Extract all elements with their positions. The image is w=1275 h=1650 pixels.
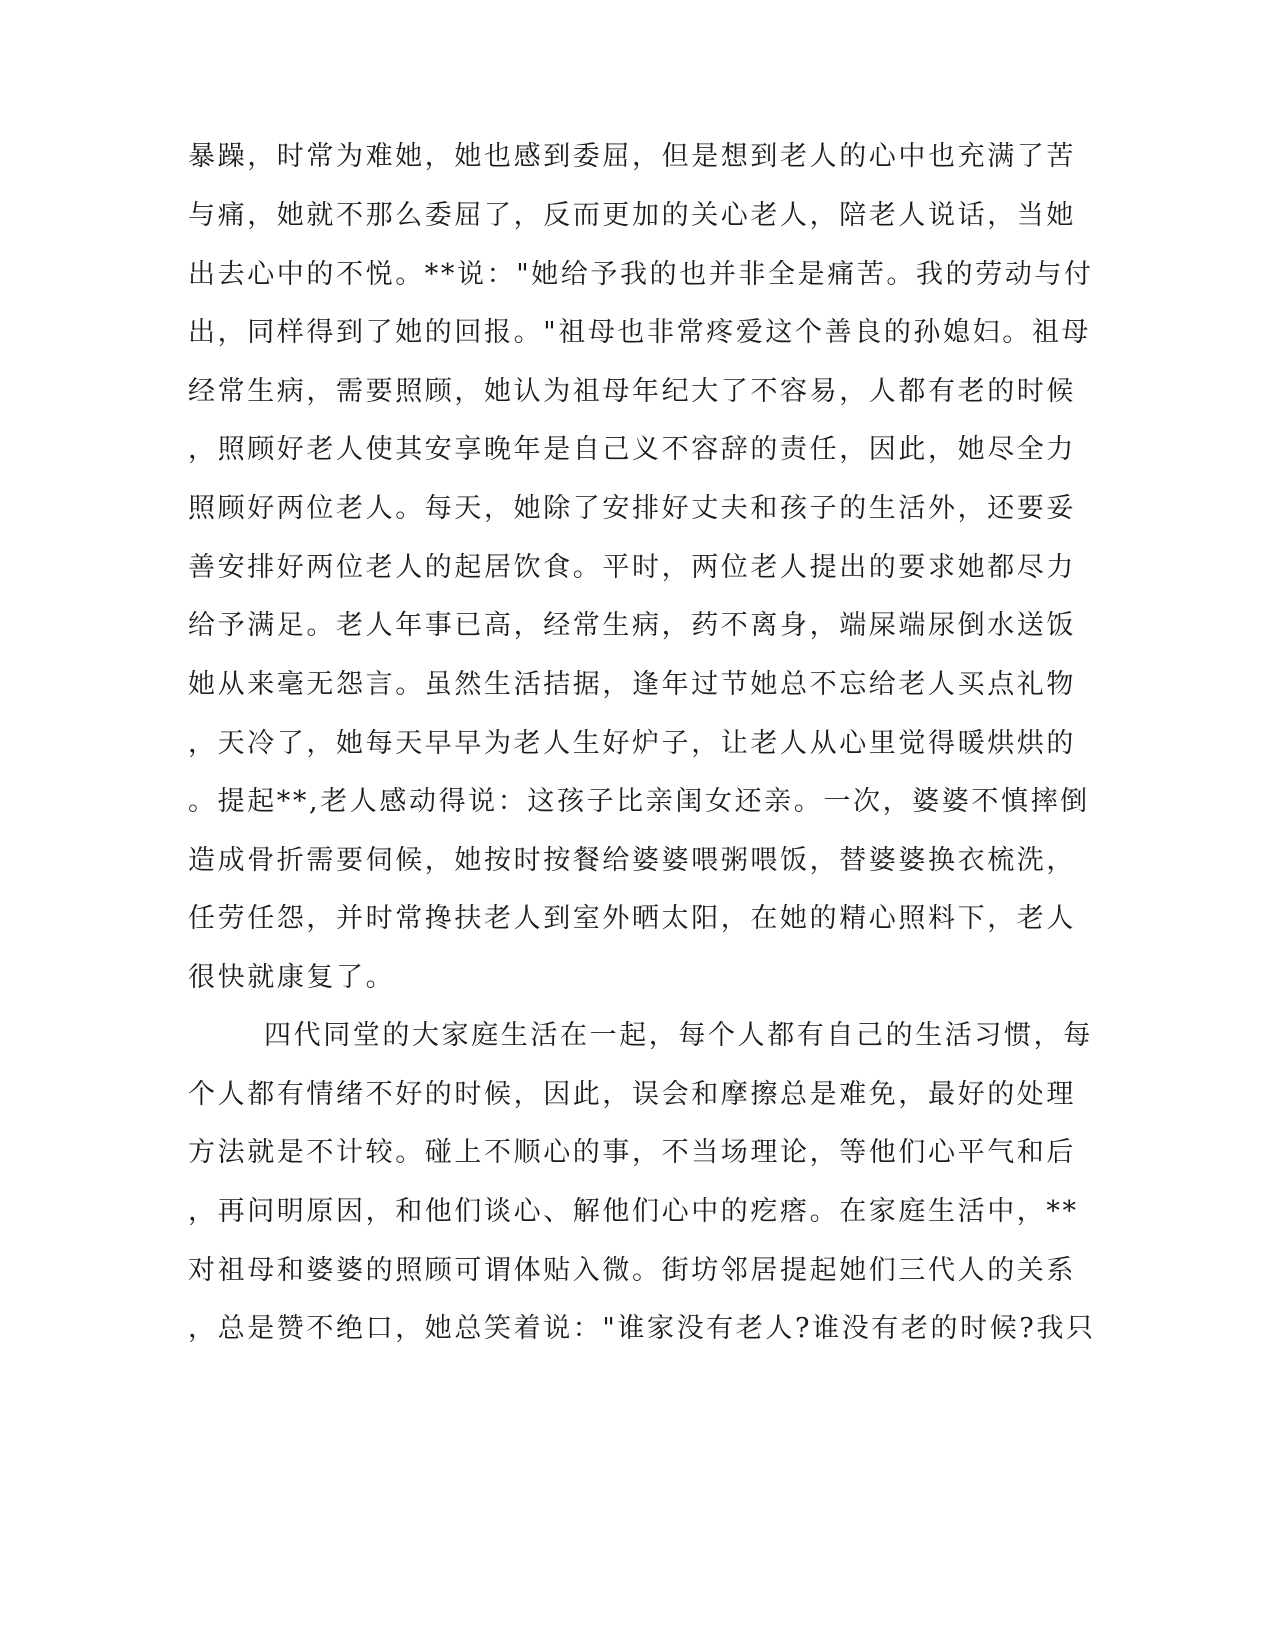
text-line: 方法就是不计较。碰上不顺心的事，不当场理论，等他们心平气和后 bbox=[188, 1137, 1076, 1168]
text-line: ，再问明原因，和他们谈心、解他们心中的疙瘩。在家庭生活中，** bbox=[188, 1196, 1079, 1227]
text-line: 善安排好两位老人的起居饮食。平时，两位老人提出的要求她都尽力 bbox=[188, 552, 1076, 583]
text-line: 很快就康复了。 bbox=[188, 962, 396, 993]
text-line: 照顾好两位老人。每天，她除了安排好丈夫和孩子的生活外，还要妥 bbox=[188, 493, 1076, 524]
text-line: 出去心中的不悦。**说："她给予我的也并非全是痛苦。我的劳动与付 bbox=[188, 259, 1094, 290]
text-line: 任劳任怨，并时常搀扶老人到室外晒太阳，在她的精心照料下，老人 bbox=[188, 903, 1076, 934]
text-line: 暴躁，时常为难她，她也感到委屈，但是想到老人的心中也充满了苦 bbox=[188, 141, 1076, 172]
text-line: 给予满足。老人年事已高，经常生病，药不离身，端屎端尿倒水送饭 bbox=[188, 610, 1076, 641]
text-line: 对祖母和婆婆的照顾可谓体贴入微。街坊邻居提起她们三代人的关系 bbox=[188, 1255, 1076, 1286]
text-line: 造成骨折需要伺候，她按时按餐给婆婆喂粥喂饭，替婆婆换衣梳洗， bbox=[188, 845, 1076, 876]
text-line: ，总是赞不绝口，她总笑着说："谁家没有老人?谁没有老的时候?我只 bbox=[188, 1313, 1096, 1344]
text-line: 她从来毫无怨言。虽然生活拮据，逢年过节她总不忘给老人买点礼物 bbox=[188, 669, 1076, 700]
text-line: ，天冷了，她每天早早为老人生好炉子，让老人从心里觉得暖烘烘的 bbox=[188, 728, 1076, 759]
text-line: 出，同样得到了她的回报。"祖母也非常疼爱这个善良的孙媳妇。祖母 bbox=[188, 317, 1092, 348]
text-line: 与痛，她就不那么委屈了，反而更加的关心老人，陪老人说话，当她 bbox=[188, 200, 1076, 231]
text-line: 四代同堂的大家庭生活在一起，每个人都有自己的生活习惯，每 bbox=[264, 1020, 1093, 1051]
text-line: ，照顾好老人使其安享晚年是自己义不容辞的责任，因此，她尽全力 bbox=[188, 434, 1076, 465]
text-line: 。提起**,老人感动得说：这孩子比亲闺女还亲。一次，婆婆不慎摔倒 bbox=[188, 786, 1090, 817]
text-line: 个人都有情绪不好的时候，因此，误会和摩擦总是难免，最好的处理 bbox=[188, 1079, 1076, 1110]
text-line: 经常生病，需要照顾，她认为祖母年纪大了不容易，人都有老的时候 bbox=[188, 376, 1076, 407]
